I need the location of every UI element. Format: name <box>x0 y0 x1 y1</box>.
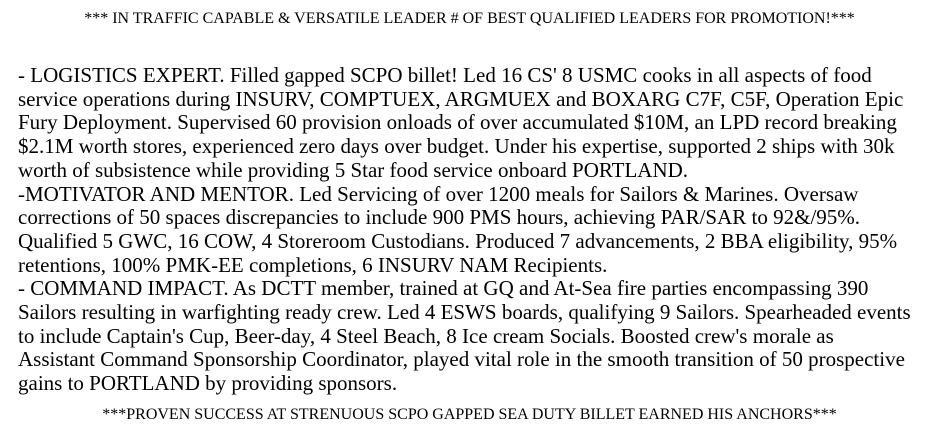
header-summary-line: *** IN TRAFFIC CAPABLE & VERSATILE LEADER # OF BEST QUALIFIED LEADERS FOR PROMOTION!*** <box>84 10 855 27</box>
footer-closing-line: ***PROVEN SUCCESS AT STRENUOUS SCPO GAPPED SEA DUTY BILLET EARNED HIS ANCHORS*** <box>102 406 837 423</box>
text-line: corrections of 50 spaces discrepancies to include 900 PMS hours, achieving PAR/SAR to 92&/95%. <box>18 205 861 230</box>
text-line: Assistant Command Sponsorship Coordinator, played vital role in the smooth transition of 50 prospective <box>18 347 905 372</box>
text-line: $2.1M worth stores, experienced zero days over budget. Under his expertise, supported 2 ships with 30k <box>18 134 895 159</box>
text-line: worth of subsistence while providing 5 Star food service onboard PORTLAND. <box>18 157 689 182</box>
paragraph-motivator-mentor <box>18 183 933 278</box>
text-line: to include Captain's Cup, Beer-day, 4 Steel Beach, 8 Ice cream Socials. Boosted crew's morale as <box>18 323 834 348</box>
text-line: service operations during INSURV, COMPTUEX, ARGMUEX and BOXARG C7F, C5F, Operation Epic <box>18 86 904 111</box>
text-line: Fury Deployment. Supervised 60 provision onloads of over accumulated $10M, an LPD record breaking <box>18 110 897 135</box>
text-line: -MOTIVATOR AND MENTOR. Led Servicing of over 1200 meals for Sailors & Marines. Oversaw <box>18 181 859 206</box>
text-line: Qualified 5 GWC, 16 COW, 4 Storeroom Custodians. Produced 7 advancements, 2 BBA eligibility, 95% <box>18 228 898 253</box>
paragraph-command-impact <box>18 277 933 396</box>
text-line: retentions, 100% PMK-EE completions, 6 INSURV NAM Recipients. <box>18 252 608 277</box>
paragraph-logistics-expert <box>18 64 933 183</box>
body-text <box>18 64 933 396</box>
text-line: gains to PORTLAND by providing sponsors. <box>18 371 398 396</box>
text-line: - COMMAND IMPACT. As DCTT member, trained at GQ and At-Sea fire parties encompassing 390 <box>18 276 869 301</box>
text-line: - LOGISTICS EXPERT. Filled gapped SCPO billet! Led 16 CS' 8 USMC cooks in all aspects of food <box>18 63 872 87</box>
text-line: Sailors resulting in warfighting ready crew. Led 4 ESWS boards, qualifying 9 Sailors. Spearheaded events <box>18 300 911 325</box>
